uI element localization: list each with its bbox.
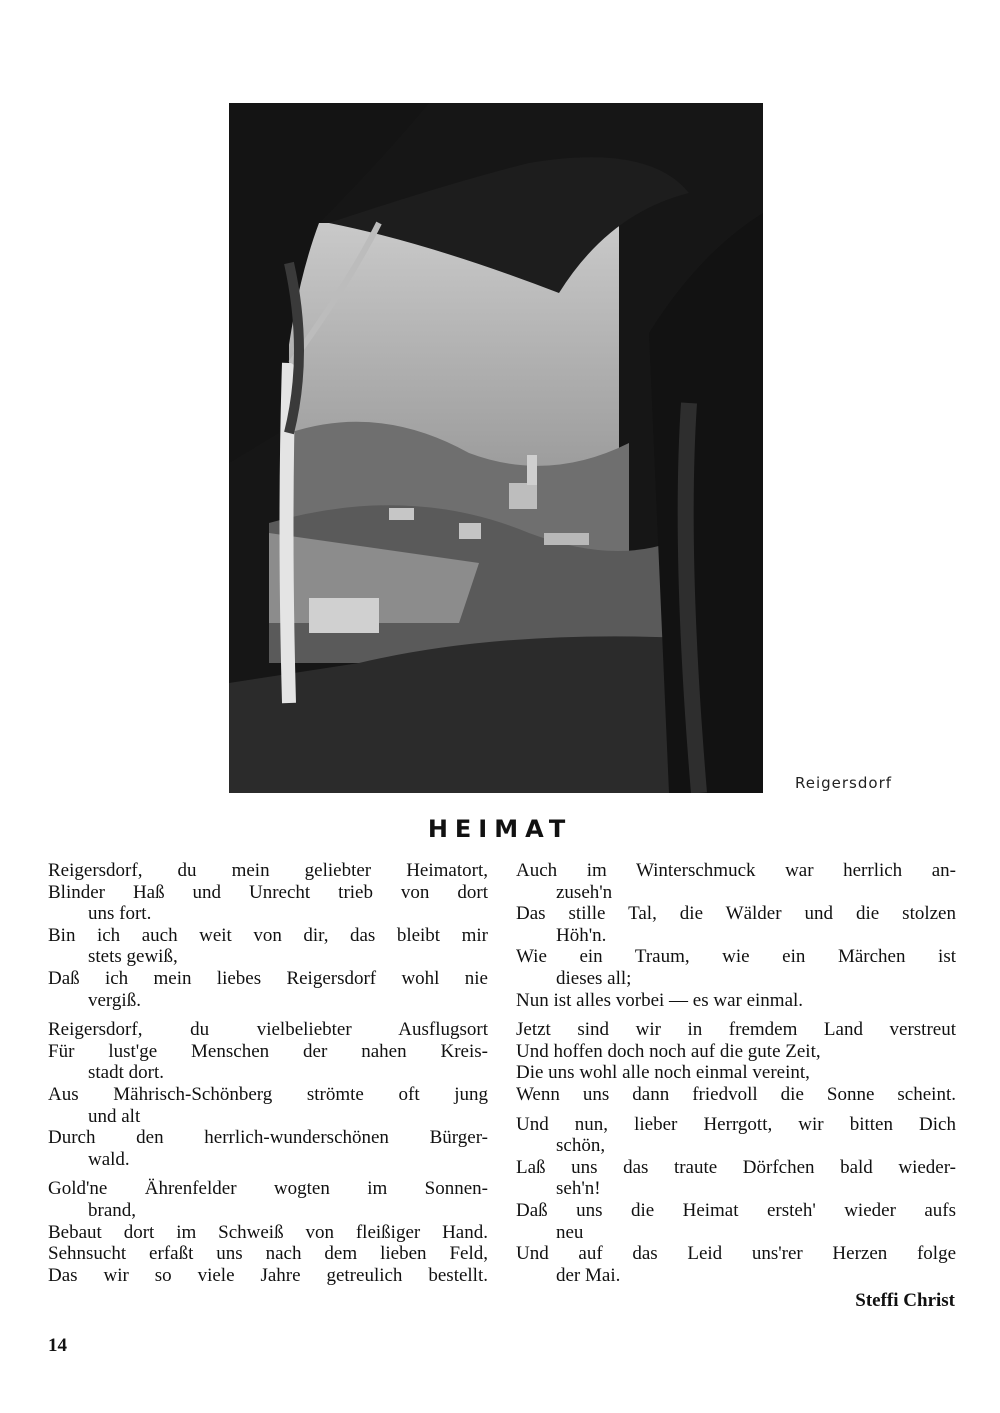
poem-line: Und nun, lieber Herrgott, wir bitten Dich (516, 1113, 956, 1135)
stanza (48, 1019, 488, 1170)
poem-line: vergiß. (88, 989, 141, 1011)
stanza (48, 1178, 488, 1286)
poem-left-column (48, 860, 488, 1294)
poem-line: schön, (556, 1135, 606, 1157)
poem-line: Blinder Haß und Unrecht trieb von dort (48, 881, 488, 903)
poem-line: Wie ein Traum, wie ein Märchen ist (516, 946, 956, 968)
landscape-illustration (229, 103, 763, 793)
poem-line: Laß uns das traute Dörfchen bald wieder- (516, 1156, 956, 1178)
poem-title: HEIMAT (427, 815, 573, 843)
poem-line: Auch im Winterschmuck war herrlich an- (516, 860, 956, 881)
stanza (48, 860, 488, 1011)
poem-line: Reigersdorf, du vielbeliebter Ausflugsort (48, 1019, 488, 1041)
photo-caption: Reigersdorf (795, 774, 893, 792)
poem-line: Wenn uns dann friedvoll die Sonne scheint. (516, 1083, 956, 1105)
poem-line: Durch den herrlich-wunderschönen Bürger- (48, 1127, 488, 1149)
reigersdorf-photo (229, 103, 763, 793)
poem-line: Jetzt sind wir in fremdem Land verstreut (516, 1019, 956, 1041)
poem-line: Und auf das Leid uns'rer Herzen folge (516, 1243, 956, 1265)
poem-line: Für lust'ge Menschen der nahen Kreis- (48, 1040, 488, 1062)
stanza (516, 1019, 956, 1105)
poem-line: der Mai. (556, 1264, 621, 1286)
poem-line: Sehnsucht erfaßt uns nach dem lieben Feld, (48, 1243, 488, 1265)
poem-line: Daß ich mein liebes Reigersdorf wohl nie (48, 967, 488, 989)
poem-line: stadt dort. (88, 1062, 164, 1084)
stanza (516, 1114, 956, 1287)
poem-line: Die uns wohl alle noch einmal vereint, (516, 1062, 810, 1084)
poem-line: Gold'ne Ährenfelder wogten im Sonnen- (48, 1178, 488, 1200)
poem-line: uns fort. (88, 903, 152, 925)
poem-line: Bin ich auch weit von dir, das bleibt mir (48, 924, 488, 946)
poem-line: Das stille Tal, die Wälder und die stolzen (516, 903, 956, 925)
poem-line: dieses all; (556, 967, 632, 989)
page-number: 14 (48, 1335, 67, 1356)
poem-right-column (516, 860, 956, 1294)
poem-line: brand, (88, 1199, 137, 1221)
poem-line: neu (556, 1221, 584, 1243)
poem-line: und alt (88, 1105, 141, 1127)
poem-line: stets gewiß, (88, 946, 178, 968)
poem-line: Das wir so viele Jahre getreulich bestellt. (48, 1264, 488, 1286)
author-signature: Steffi Christ (855, 1290, 955, 1311)
poem-line: Höh'n. (556, 924, 607, 946)
poem-line: Bebaut dort im Schweiß von fleißiger Hand. (48, 1221, 488, 1243)
poem-line: Reigersdorf, du mein geliebter Heimatort, (48, 860, 488, 881)
poem-line: Aus Mährisch-Schönberg strömte oft jung (48, 1083, 488, 1105)
stanza (516, 860, 956, 1011)
poem-line: Nun ist alles vorbei — es war einmal. (516, 989, 804, 1011)
poem-line: zuseh'n (556, 881, 613, 903)
poem-line: Daß uns die Heimat ersteh' wieder aufs (516, 1199, 956, 1221)
poem-line: Und hoffen doch noch auf die gute Zeit, (516, 1040, 821, 1062)
poem-line: seh'n! (556, 1178, 601, 1200)
poem-line: wald. (88, 1148, 130, 1170)
